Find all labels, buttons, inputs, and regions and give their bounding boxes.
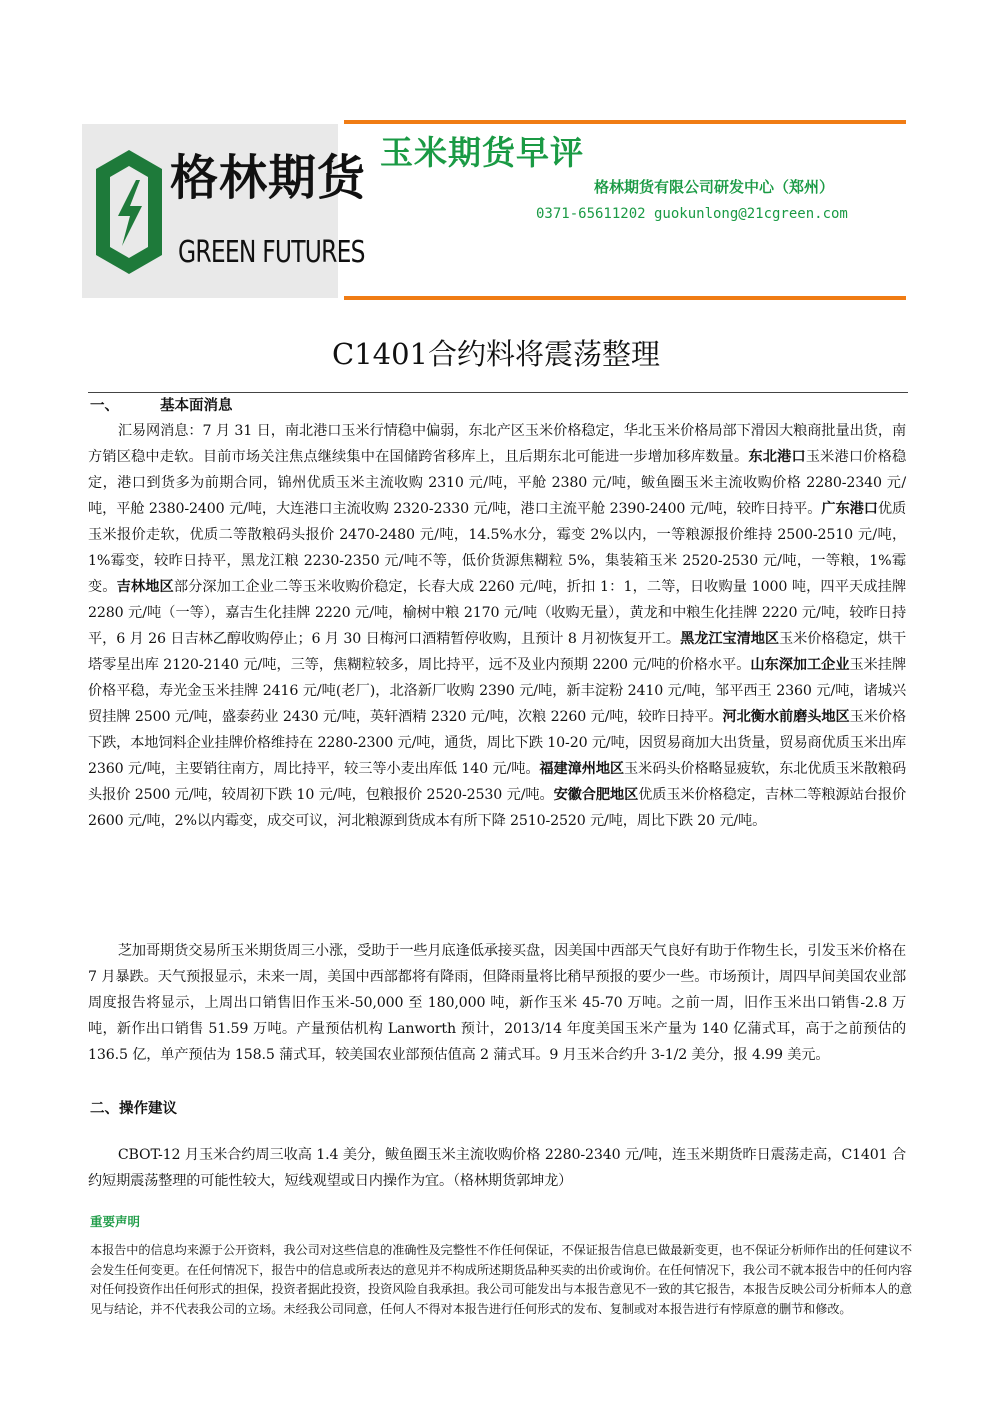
- region-label: 福建漳州地区: [539, 761, 625, 777]
- paragraph-text: 玉米挂牌价格平稳，寿光金玉米挂牌 2416 元/吨(老厂)，北洛新厂收购 2390 元/吨，新丰淀粉 2410 元/吨，邹平西王 2360 元/吨，诸城兴贸挂牌 2500 元/吨，盛泰药业 2430 元/吨，英轩酒精 2320 元/吨，次粮 2260 元/吨，较昨日持平。: [88, 657, 906, 725]
- section-2-heading: 二、操作建议: [90, 1101, 177, 1117]
- region-label: 河北衡水前磨头地区: [722, 709, 850, 725]
- cbot-paragraph: 芝加哥期货交易所玉米期货周三小涨，受助于一些月底逢低承接买盘，因美国中西部天气良好有助于作物生长，引发玉米价格在 7 月暴跌。天气预报显示，未来一周，美国中西部都将有降雨，但降雨量将比稍早预报的要少一些。市场预计，周四早间美国农业部周度报告将显示，上周出口销售旧作玉米-50,000 至 180,000 吨，新作玉米 45-70 万吨。之前一周，旧作玉米出口销售-2.8 万吨，新作出口销售 51.59 万吨。产量预估机构 Lanworth 预计，2013/14 年度美国玉米产量为 140 亿蒲式耳，高于之前预估的 136.5 亿，单产预估为 158.5 蒲式耳，较美国农业部预估值高 2 蒲式耳。9 月玉米合约升 3-1/2 美分，报 4.99 美元。: [88, 943, 906, 1063]
- paragraph-text: 玉米价格下跌，本地饲料企业挂牌价格维持在 2280-2300 元/吨，通货，周比下跌 10-20 元/吨，因贸易商加大出货量，贸易商优质玉米出库 2360 元/吨，主要销往南方，周比持平，较三等小麦出库低 140 元/吨。: [88, 709, 907, 777]
- section-1-number: 一、: [90, 398, 119, 414]
- region-label: 广东港口: [821, 501, 878, 517]
- paragraph-text: 优质玉米价格稳定，吉林二等粮源站台报价 2600 元/吨，2%以内霉变，成交可议，河北粮源到货成本有所下降 2510-2520 元/吨，周比下跌 20 元/吨。: [88, 787, 906, 829]
- region-label: 山东深加工企业: [750, 657, 850, 673]
- notice-title: 重要声明: [90, 1214, 141, 1229]
- title-divider: [88, 392, 908, 393]
- paragraph-text: 优质玉米报价走软，优质二等散粮码头报价 2470-2480 元/吨，14.5%水分，霉变 2%以内，一等粮源报价维持 2500-2510 元/吨，1%霉变，较昨日持平，黑龙江粮 2230-2350 元/吨不等，低价货源焦糊粒 5%，集装箱玉米 2520-2530 元/吨，一等粮，1%霉变。: [88, 501, 906, 595]
- green-futures-logo-icon: [96, 150, 162, 274]
- paragraph-text: 玉米港口价格稳定，港口到货多为前期合同，锦州优质玉米主流收购 2310 元/吨，平舱 2380 元/吨，鲅鱼圈玉米主流收购价格 2280-2340 元/吨，平舱 2380-2400 元/吨，大连港口主流收购 2320-2330 元/吨，港口主流平舱 2390-2400 元/吨，较昨日持平。: [88, 449, 907, 517]
- paragraph-text: 玉米价格稳定，烘干塔零星出库 2120-2140 元/吨，三等，焦糊粒较多，周比持平，远不及业内预期 2200 元/吨的价格水平。: [88, 631, 907, 673]
- disclaimer-text: 本报告中的信息均来源于公开资料，我公司对这些信息的准确性及完整性不作任何保证，不保证报告信息已做最新变更，也不保证分析师作出的任何建议不会发生任何变更。在任何情况下，报告中的信息或所表达的意见并不构成所述期货品种买卖的出价或询价。在任何情况下，我公司不就本报告中的任何内容对任何投资作出任何形式的担保，投资者据此投资，投资风险自我承担。我公司可能发出与本报告意见不一致的其它报告，本报告反映公司分析师本人的意见与结论，并不代表我公司的立场。未经我公司同意，任何人不得对本报告进行任何形式的发布、复制或对本报告进行有悖原意的删节和修改。: [90, 1243, 912, 1316]
- logo-english-text: GREEN FUTURES: [178, 235, 365, 270]
- article-title: C1401合约料将震荡整理: [332, 337, 660, 371]
- region-label: 黑龙江宝清地区: [680, 631, 779, 647]
- header-top-rule: [344, 120, 906, 124]
- region-label: 东北港口: [748, 449, 806, 465]
- region-label: 安徽合肥地区: [553, 787, 639, 803]
- paragraph-text: 汇易网消息：7 月 31 日，南北港口玉米行情稳中偏弱，东北产区玉米价格稳定，华北玉米价格局部下滑因大粮商批量出货，南方销区稳中走软。目前市场关注焦点继续集中在国储跨省移库上，且后期东北可能进一步增加移库数量。: [88, 423, 906, 465]
- fundamentals-paragraph: [88, 418, 906, 834]
- report-title: 玉米期货早评: [380, 133, 584, 172]
- company-name: 格林期货有限公司研发中心（郑州）: [594, 178, 835, 196]
- paragraph-text: 玉米码头价格略显疲软，东北优质玉米散粮码头报价 2500 元/吨，较周初下跌 10 元/吨，包粮报价 2520-2530 元/吨。: [88, 761, 906, 803]
- header-bottom-rule: [344, 296, 906, 300]
- section-1-heading: 基本面消息: [160, 398, 233, 414]
- region-label: 吉林地区: [116, 579, 174, 595]
- advice-paragraph: CBOT-12 月玉米合约周三收高 1.4 美分，鲅鱼圈玉米主流收购价格 2280-2340 元/吨，连玉米期货昨日震荡走高，C1401 合约短期震荡整理的可能性较大，短线观望或日内操作为宜。（格林期货郭坤龙）: [88, 1147, 906, 1189]
- logo-chinese-text: 格林期货: [170, 150, 367, 206]
- contact-info: 0371-65611202 guokunlong@21cgreen.com: [536, 206, 848, 222]
- paragraph-text: 部分深加工企业二等玉米收购价稳定，长春大成 2260 元/吨，折扣 1：1，二等，日收购量 1000 吨，四平天成挂牌 2280 元/吨（一等），嘉吉生化挂牌 2220 元/吨，榆树中粮 2170 元/吨（收购无量），黄龙和中粮生化挂牌 2220 元/吨，较昨日持平，6 月 26 日吉林乙醇收购停止；6 月 30 日梅河口酒精暂停收购，且预计 8 月初恢复开工。: [88, 579, 906, 647]
